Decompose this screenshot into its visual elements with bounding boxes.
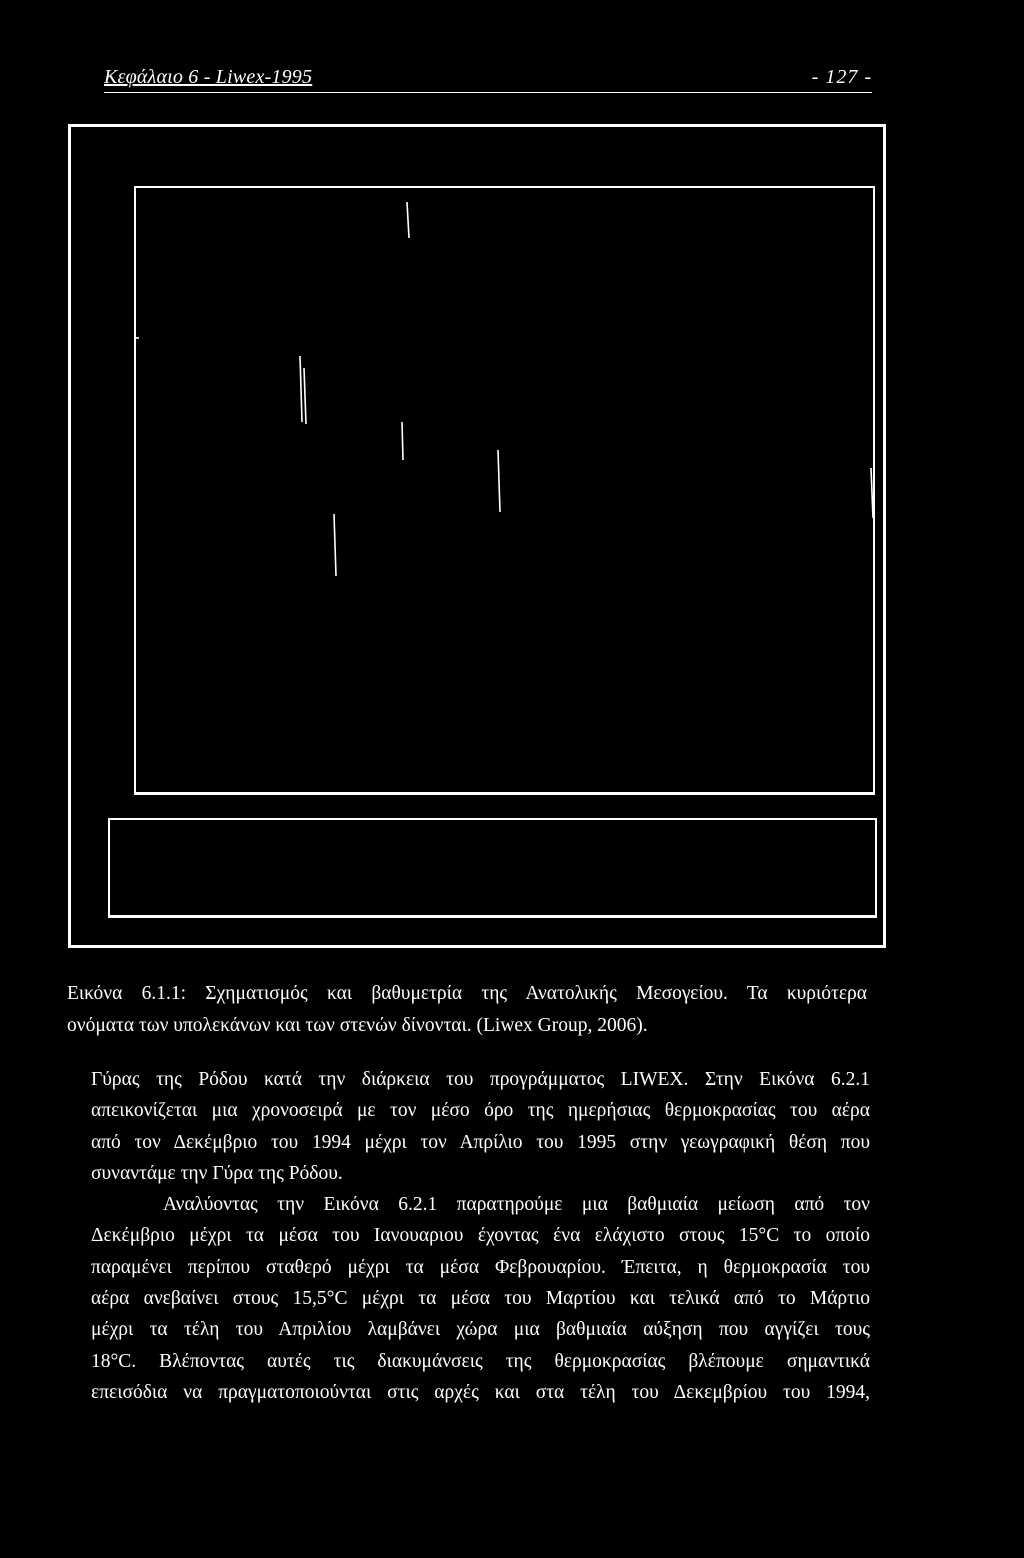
paragraph-line: αέρα ανεβαίνει στους 15,5°C μέχρι τα μέσα του Μαρτίου και τελικά από το Μάρτιο xyxy=(91,1288,870,1310)
figure-caption xyxy=(67,978,867,1042)
body-text xyxy=(91,1064,870,1408)
paragraph-line: Δεκέμβριο μέχρι τα μέσα του Ιανουαριου έχοντας ένα ελάχιστο στους 15°C το οποίο xyxy=(91,1225,870,1247)
map-line-fragment xyxy=(334,514,336,576)
paragraph-line: Γύρας της Ρόδου κατά την διάρκεια του προγράμματος LIWEX. Στην Εικόνα 6.2.1 xyxy=(91,1069,870,1090)
map-line-fragment xyxy=(407,202,409,238)
map-line-fragment xyxy=(498,450,500,512)
caption-line: Εικόνα 6.1.1: Σχηματισμός και βαθυμετρία της Ανατολικής Μεσογείου. Τα κυριότερα xyxy=(67,983,867,1004)
map-legend-panel xyxy=(108,818,877,918)
caption-line: ονόματα των υπολεκάνων και των στενών δίνονται. (Liwex Group, 2006). xyxy=(67,1015,648,1036)
bathymetry-map xyxy=(134,186,875,795)
map-line-fragment xyxy=(304,368,306,424)
running-header xyxy=(104,66,872,93)
paragraph-line: από τον Δεκέμβριο του 1994 μέχρι τον Απρίλιο του 1995 στην γεωγραφική θέση που xyxy=(91,1131,870,1153)
map-line-fragment xyxy=(402,422,403,460)
chapter-title: Κεφάλαιο 6 - Liwex-1995 xyxy=(104,66,313,88)
map-artwork xyxy=(136,188,873,792)
map-line-fragment xyxy=(300,356,302,422)
paragraph-line: Αναλύοντας την Εικόνα 6.2.1 παρατηρούμε μια βαθμιαία μείωση από τον xyxy=(163,1194,870,1216)
paragraph-line: απεικονίζεται μια χρονοσειρά με τον μέσο όρο της ημερήσιας θερμοκρασίας του αέρα xyxy=(91,1100,870,1122)
paragraph-line: συναντάμε την Γύρα της Ρόδου. xyxy=(91,1162,343,1184)
paragraph-line: 18°C. Βλέποντας αυτές τις διακυμάνσεις της θερμοκρασίας βλέπουμε σημαντικά xyxy=(91,1350,870,1372)
paragraph-line: επεισόδια να πραγματοποιούνται στις αρχές και στα τέλη του Δεκεμβρίου του 1994, xyxy=(91,1381,870,1403)
paragraph-line: παραμένει περίπου σταθερό μέχρι τα μέσα Φεβρουαρίου. Έπειτα, η θερμοκρασία του xyxy=(91,1256,870,1278)
map-line-fragment xyxy=(871,468,873,518)
paragraph-line: μέχρι τα τέλη του Απριλίου λαμβάνει χώρα μια βαθμιαία αύξηση που αγγίζει τους xyxy=(91,1319,870,1341)
page-number: - 127 - xyxy=(811,66,872,88)
map-line-fragments xyxy=(136,202,873,576)
